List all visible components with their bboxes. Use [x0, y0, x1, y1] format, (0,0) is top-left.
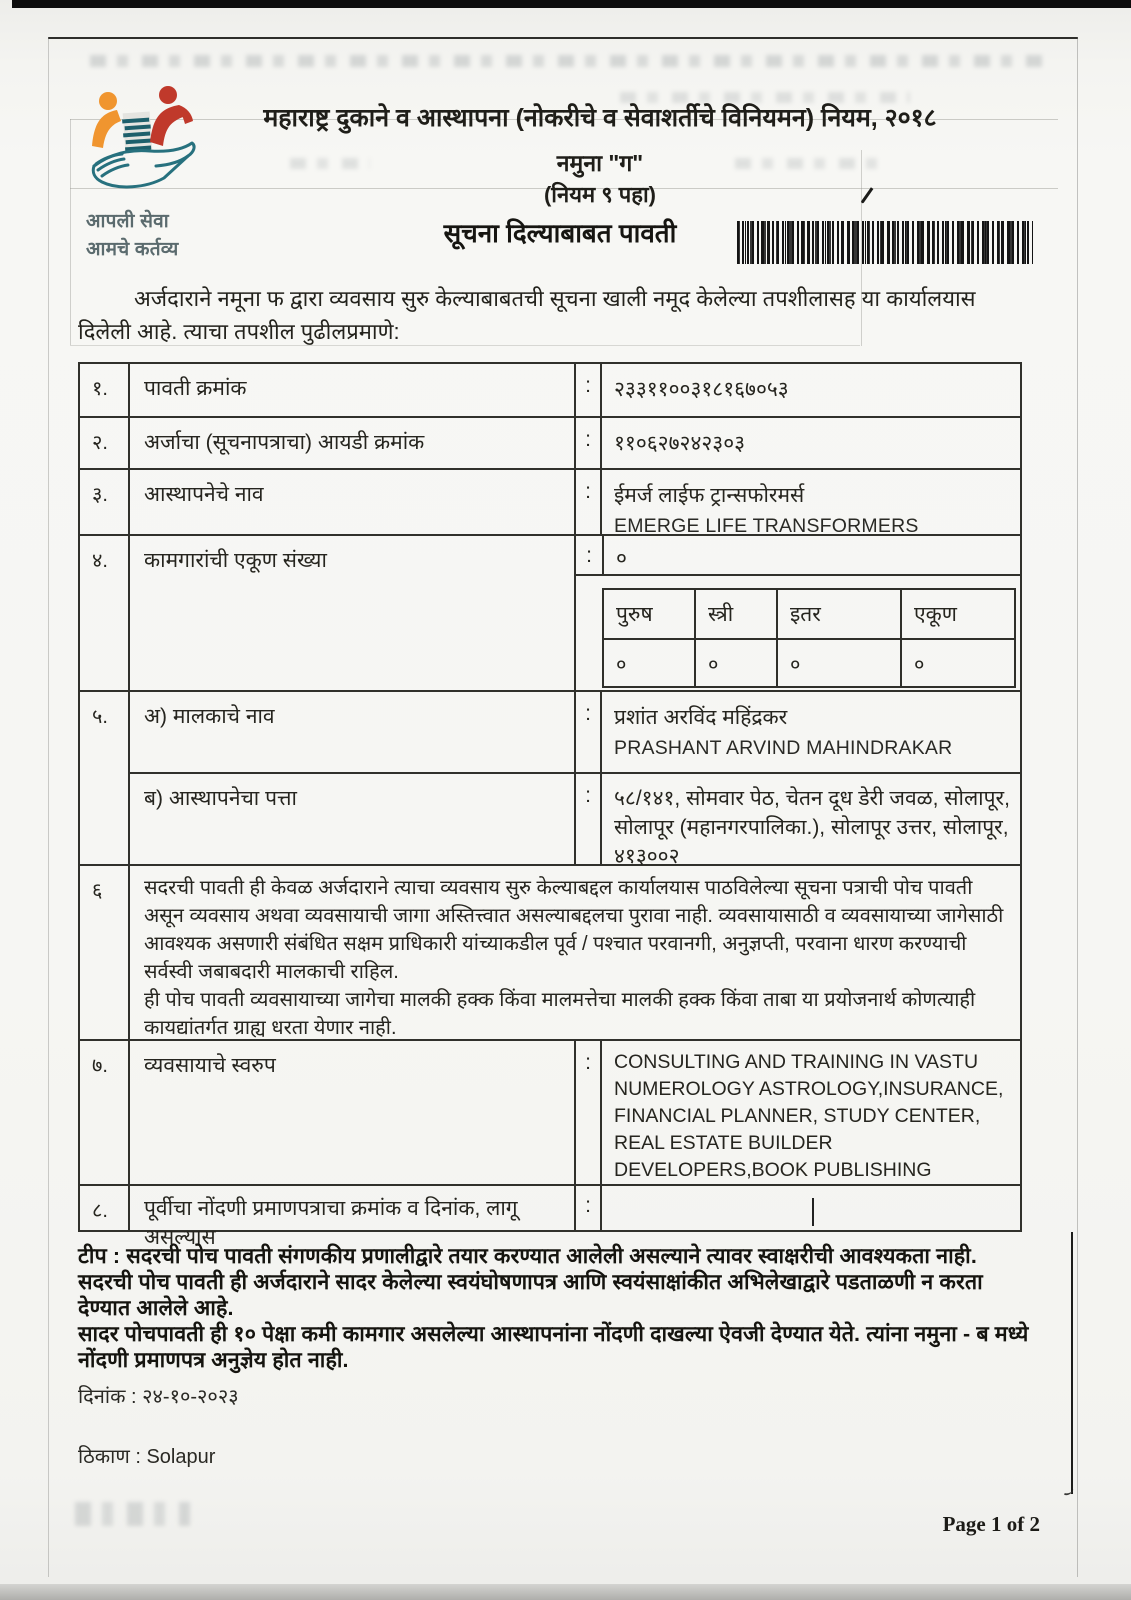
row-serial: २.: [80, 418, 130, 468]
table-row-previous-registration: [80, 1184, 1020, 1249]
note-2: सदरची पोच पावती ही अर्जदाराने सादर केलेल्या स्वयंघोषणापत्र आणि स्वयंसाक्षांकीत अभिलेखाद्वारे पडताळणी न करता देण्यात आलेले आहे.: [78, 1270, 983, 1320]
row-value: २३३११००३१८१६७०५३: [614, 378, 789, 401]
row-colon: :: [574, 470, 602, 534]
row-value-empty: [602, 1186, 1020, 1230]
row-value: [602, 470, 1020, 537]
worker-total-value: ०: [616, 547, 627, 570]
row-colon: :: [574, 418, 602, 468]
business-nature-value: CONSULTING AND TRAINING IN VASTU NUMEROLOGY ASTROLOGY,INSURANCE, FINANCIAL PLANNER, STUDY CENTER, REAL ESTATE BUILDER DEVELOPERS,BOOK PUBLISHING: [614, 1051, 1004, 1181]
worker-breakdown-table: [602, 588, 1016, 688]
date-line: दिनांक : २४-१०-२०२३: [78, 1386, 239, 1408]
receipt-title: सूचना दिल्याबाबत पावती: [443, 218, 677, 248]
form-name: नमुना "ग": [556, 150, 644, 176]
row-label: कामगारांची एकूण संख्या: [144, 549, 327, 572]
owner-name-subrow: [130, 692, 1020, 772]
row-serial: १.: [80, 364, 130, 416]
worker-breakdown-value-row: [604, 638, 1014, 686]
table-row-owner-and-address: [80, 690, 1020, 868]
bleedthrough-text: [75, 1502, 190, 1526]
table-row-business-nature: [80, 1039, 1020, 1184]
row-label: आस्थापनेचे नाव: [144, 483, 264, 506]
receipt-details-table: [78, 362, 1022, 1249]
place-line: ठिकाण : Solapur: [78, 1446, 216, 1468]
row-serial: ५.: [80, 692, 130, 864]
column-header-male: पुरुष: [616, 603, 653, 626]
note-1: टीप : सदरची पोच पावती संगणकीय प्रणालीद्वारे तयार करण्यात आलेली असल्याने त्यावर स्वाक्षरीची आवश्यकता नाही.: [78, 1244, 977, 1268]
row-label: पावती क्रमांक: [144, 377, 247, 400]
disclaimer-text: [130, 866, 1020, 1039]
row-colon: :: [574, 692, 602, 772]
table-row-worker-count: [80, 534, 1020, 690]
intro-paragraph: अर्जदाराने नमूना फ द्वारा व्यवसाय सुरु केल्याबाबतची सूचना खाली नमूद केलेल्या तपशीलासह या कार्यालयास दिलेली आहे. त्याचा तपशील पुढीलप्रमाणे:: [78, 286, 976, 344]
note-3: सादर पोचपावती ही १० पेक्षा कमी कामगार असलेल्या आस्थापनांना नोंदणी दाखल्या ऐवजी देण्यात येते. त्यांना नमुना - ब मध्ये नोंदणी प्रमाणपत्र अनुज्ञेय होत नाही.: [78, 1322, 1029, 1372]
scan-top-edge: [12, 0, 1131, 8]
logo-caption-line2: आमचे कर्तव्य: [86, 239, 179, 260]
row-colon: :: [574, 1041, 602, 1184]
disclaimer-paragraph-1: सदरची पावती ही केवळ अर्जदाराने त्याचा व्यवसाय सुरु केल्याबद्दल कार्यालयास पाठविलेल्या सूचना पत्राची पोच पावती असून व्यवसाय अथवा व्यवसायाची जागा अस्तित्त्वात असल्याबद्दलचा पुरावा नाही. व्यवसायासाठी व व्यवसायाच्या जागेसाठी आवश्यक असणारी संबंधित सक्षम प्राधिकारी यांच्याकडील पूर्व / पश्चात परवानगी, अनुज्ञप्ती, परवाना धारण करण्याची सर्वस्वी जबाबदारी मालकाची राहिल.: [144, 877, 1004, 983]
row-colon: :: [576, 536, 604, 574]
rule-reference: (नियम ९ पहा): [543, 182, 657, 207]
bleedthrough-line: [70, 119, 71, 345]
act-title: महाराष्ट्र दुकाने व आस्थापना (नोकरीचे व सेवाशर्तीचे विनियमन) नियम, २०१८: [263, 104, 937, 132]
owner-name-marathi: प्रशांत अरविंद महिंद्रकर: [614, 706, 788, 729]
male-count: ०: [616, 654, 627, 676]
scan-bottom-edge: [0, 1584, 1131, 1600]
row-label: व्यवसायाचे स्वरुप: [144, 1054, 276, 1077]
column-header-other: इतर: [776, 590, 900, 638]
row-serial: ८.: [80, 1186, 130, 1230]
table-row-receipt-number: [80, 364, 1020, 416]
establishment-name-english: EMERGE LIFE TRANSFORMERS: [614, 515, 919, 537]
row-serial: ७.: [80, 1041, 130, 1184]
owner-name-english: PRASHANT ARVIND MAHINDRAKAR: [614, 737, 953, 759]
page-number: Page 1 of 2: [942, 1512, 1040, 1536]
row-serial: ३.: [80, 470, 130, 534]
column-header-female: स्त्री: [694, 590, 776, 638]
scan-page-border: [48, 37, 49, 1577]
row-label: अ) मालकाचे नाव: [144, 705, 275, 728]
table-row-disclaimer: [80, 864, 1020, 1039]
logo-caption: [86, 208, 236, 264]
establishment-address: ५८/१४१, सोमवार पेठ, चेतन दूध डेरी जवळ, सोलापूर, सोलापूर (महानगरपालिका.), सोलापूर उत्तर, सोलापूर, ४१३००२: [614, 787, 1010, 868]
row-label: ब) आस्थापनेचा पत्ता: [144, 787, 297, 810]
worker-breakdown-header-row: [604, 590, 1014, 638]
row-value: [602, 692, 1020, 772]
column-header-total: एकूण: [900, 590, 1014, 638]
row-label: पूर्वीचा नोंदणी प्रमाणपत्राचा क्रमांक व दिनांक, लागू असल्यास: [144, 1197, 518, 1249]
table-row-establishment-name: [80, 468, 1020, 537]
pen-mark: [812, 1198, 814, 1226]
footer-notes: [78, 1243, 1032, 1373]
female-count: ०: [694, 640, 776, 686]
other-count: ०: [776, 640, 900, 686]
table-row-application-id: [80, 416, 1020, 468]
barcode-image: [737, 221, 1033, 264]
logo-caption-line1: आपली सेवा: [86, 211, 169, 232]
establishment-address-subrow: [130, 772, 1020, 868]
row-colon: :: [574, 774, 602, 864]
worker-count-total: [576, 536, 1020, 576]
bleedthrough-text: [90, 55, 1050, 67]
row-serial: ६: [80, 866, 130, 1039]
scan-fold-line: [1071, 1232, 1073, 1494]
owner-address-cells: [130, 692, 1020, 868]
row-value: ११०६२७२४२३०३: [614, 432, 746, 455]
scan-page-border: [48, 37, 1078, 39]
row-colon: :: [574, 1186, 602, 1230]
total-count: ०: [900, 640, 1014, 686]
establishment-name-marathi: ईमर्ज लाईफ ट्रान्सफोरमर्स: [614, 484, 805, 507]
disclaimer-paragraph-2: ही पोच पावती व्यवसायाच्या जागेचा मालकी हक्क किंवा मालमत्तेचा मालकी हक्क किंवा ताबा या प्रयोजनार्थ कोणत्याही कायद्यांतर्गत ग्राह्य धरता येणार नाही.: [144, 989, 976, 1039]
scan-page-border: [1077, 37, 1078, 1577]
worker-count-cell: [574, 536, 1020, 690]
row-serial: ४.: [80, 536, 130, 690]
row-colon: :: [574, 364, 602, 416]
row-label: अर्जाचा (सूचनापत्राचा) आयडी क्रमांक: [144, 431, 425, 454]
